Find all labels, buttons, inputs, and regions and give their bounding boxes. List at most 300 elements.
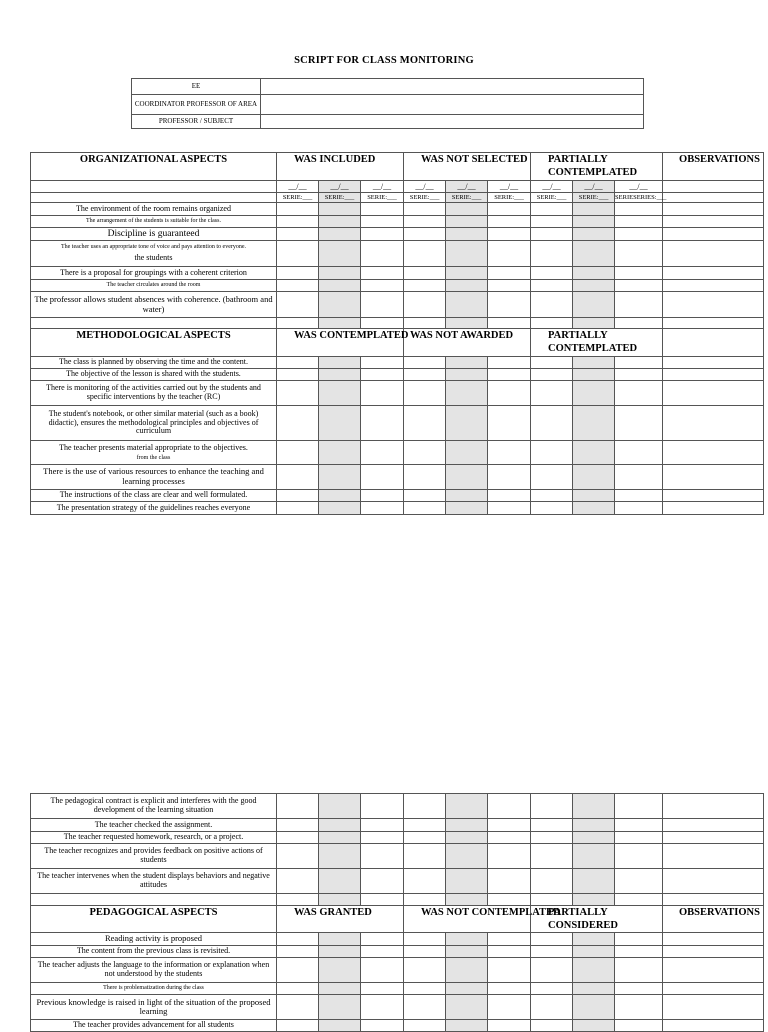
mark-cell[interactable] [319, 267, 361, 280]
mark-cell[interactable] [277, 381, 319, 406]
mark-cell[interactable] [615, 794, 663, 819]
observation-cell[interactable] [663, 465, 764, 490]
mark-cell[interactable] [615, 318, 663, 329]
mark-cell[interactable] [531, 819, 573, 832]
mark-cell[interactable] [531, 280, 573, 292]
mark-cell[interactable] [319, 318, 361, 329]
mark-cell[interactable] [319, 995, 361, 1020]
date-placeholder[interactable]: __/__ [573, 181, 615, 193]
observation-cell[interactable] [663, 381, 764, 406]
mark-cell[interactable] [573, 228, 615, 241]
observation-cell[interactable] [663, 869, 764, 894]
mark-cell[interactable] [319, 465, 361, 490]
observation-cell[interactable] [663, 216, 764, 228]
mark-cell[interactable] [319, 369, 361, 381]
mark-cell[interactable] [277, 406, 319, 441]
mark-cell[interactable] [277, 465, 319, 490]
mark-cell[interactable] [319, 228, 361, 241]
mark-cell[interactable] [404, 869, 446, 894]
mark-cell[interactable] [573, 241, 615, 267]
mark-cell[interactable] [404, 1020, 446, 1032]
mark-cell[interactable] [361, 267, 404, 280]
field-value-coordinator[interactable] [261, 95, 644, 115]
mark-cell[interactable] [531, 958, 573, 983]
observation-cell[interactable] [663, 946, 764, 958]
mark-cell[interactable] [277, 869, 319, 894]
mark-cell[interactable] [404, 280, 446, 292]
observation-cell[interactable] [663, 832, 764, 844]
mark-cell[interactable] [573, 869, 615, 894]
mark-cell[interactable] [446, 357, 488, 369]
mark-cell[interactable] [573, 465, 615, 490]
mark-cell[interactable] [446, 794, 488, 819]
mark-cell[interactable] [446, 241, 488, 267]
mark-cell[interactable] [615, 280, 663, 292]
mark-cell[interactable] [488, 490, 531, 502]
mark-cell[interactable] [319, 869, 361, 894]
mark-cell[interactable] [531, 894, 573, 906]
mark-cell[interactable] [361, 894, 404, 906]
mark-cell[interactable] [488, 794, 531, 819]
mark-cell[interactable] [277, 894, 319, 906]
mark-cell[interactable] [531, 1020, 573, 1032]
mark-cell[interactable] [404, 267, 446, 280]
mark-cell[interactable] [404, 441, 446, 465]
mark-cell[interactable] [531, 490, 573, 502]
mark-cell[interactable] [446, 216, 488, 228]
mark-cell[interactable] [277, 490, 319, 502]
mark-cell[interactable] [446, 441, 488, 465]
mark-cell[interactable] [361, 983, 404, 995]
mark-cell[interactable] [361, 995, 404, 1020]
mark-cell[interactable] [531, 406, 573, 441]
mark-cell[interactable] [446, 490, 488, 502]
mark-cell[interactable] [531, 369, 573, 381]
mark-cell[interactable] [277, 441, 319, 465]
mark-cell[interactable] [361, 794, 404, 819]
observation-cell[interactable] [663, 995, 764, 1020]
observation-cell[interactable] [663, 406, 764, 441]
serie-label[interactable]: SERIE:___ [446, 193, 488, 203]
mark-cell[interactable] [488, 203, 531, 216]
mark-cell[interactable] [531, 995, 573, 1020]
observation-cell[interactable] [663, 894, 764, 906]
mark-cell[interactable] [404, 933, 446, 946]
mark-cell[interactable] [319, 946, 361, 958]
mark-cell[interactable] [361, 203, 404, 216]
mark-cell[interactable] [404, 983, 446, 995]
serie-label[interactable]: SERIE:___ [404, 193, 446, 203]
mark-cell[interactable] [277, 318, 319, 329]
mark-cell[interactable] [277, 794, 319, 819]
mark-cell[interactable] [488, 995, 531, 1020]
mark-cell[interactable] [277, 267, 319, 280]
mark-cell[interactable] [361, 502, 404, 515]
mark-cell[interactable] [573, 267, 615, 280]
mark-cell[interactable] [404, 369, 446, 381]
mark-cell[interactable] [488, 832, 531, 844]
mark-cell[interactable] [531, 267, 573, 280]
mark-cell[interactable] [615, 406, 663, 441]
mark-cell[interactable] [446, 267, 488, 280]
mark-cell[interactable] [446, 894, 488, 906]
mark-cell[interactable] [573, 216, 615, 228]
serie-label[interactable]: SERIE:___ [277, 193, 319, 203]
mark-cell[interactable] [488, 318, 531, 329]
mark-cell[interactable] [319, 406, 361, 441]
mark-cell[interactable] [277, 241, 319, 267]
serie-label[interactable]: SERIE:___ [488, 193, 531, 203]
mark-cell[interactable] [404, 216, 446, 228]
mark-cell[interactable] [361, 228, 404, 241]
observation-cell[interactable] [663, 819, 764, 832]
mark-cell[interactable] [446, 318, 488, 329]
mark-cell[interactable] [361, 490, 404, 502]
mark-cell[interactable] [615, 844, 663, 869]
mark-cell[interactable] [531, 983, 573, 995]
mark-cell[interactable] [277, 844, 319, 869]
mark-cell[interactable] [446, 502, 488, 515]
mark-cell[interactable] [361, 958, 404, 983]
mark-cell[interactable] [319, 502, 361, 515]
mark-cell[interactable] [361, 946, 404, 958]
mark-cell[interactable] [615, 933, 663, 946]
observation-cell[interactable] [663, 490, 764, 502]
mark-cell[interactable] [404, 490, 446, 502]
mark-cell[interactable] [573, 933, 615, 946]
mark-cell[interactable] [573, 983, 615, 995]
mark-cell[interactable] [488, 381, 531, 406]
mark-cell[interactable] [404, 894, 446, 906]
mark-cell[interactable] [446, 869, 488, 894]
mark-cell[interactable] [488, 357, 531, 369]
mark-cell[interactable] [319, 1020, 361, 1032]
mark-cell[interactable] [361, 357, 404, 369]
observation-cell[interactable] [663, 502, 764, 515]
mark-cell[interactable] [446, 1020, 488, 1032]
mark-cell[interactable] [573, 406, 615, 441]
mark-cell[interactable] [573, 280, 615, 292]
mark-cell[interactable] [488, 502, 531, 515]
mark-cell[interactable] [361, 933, 404, 946]
mark-cell[interactable] [319, 819, 361, 832]
mark-cell[interactable] [615, 958, 663, 983]
mark-cell[interactable] [446, 819, 488, 832]
mark-cell[interactable] [615, 216, 663, 228]
mark-cell[interactable] [404, 381, 446, 406]
mark-cell[interactable] [319, 216, 361, 228]
mark-cell[interactable] [277, 369, 319, 381]
mark-cell[interactable] [446, 406, 488, 441]
mark-cell[interactable] [277, 228, 319, 241]
mark-cell[interactable] [361, 318, 404, 329]
mark-cell[interactable] [615, 241, 663, 267]
mark-cell[interactable] [531, 381, 573, 406]
mark-cell[interactable] [531, 357, 573, 369]
mark-cell[interactable] [488, 933, 531, 946]
mark-cell[interactable] [277, 933, 319, 946]
observation-cell[interactable] [663, 318, 764, 329]
mark-cell[interactable] [531, 228, 573, 241]
mark-cell[interactable] [404, 995, 446, 1020]
mark-cell[interactable] [615, 357, 663, 369]
mark-cell[interactable] [404, 292, 446, 318]
mark-cell[interactable] [488, 465, 531, 490]
mark-cell[interactable] [488, 844, 531, 869]
mark-cell[interactable] [488, 280, 531, 292]
mark-cell[interactable] [531, 292, 573, 318]
observation-cell[interactable] [663, 228, 764, 241]
mark-cell[interactable] [361, 844, 404, 869]
mark-cell[interactable] [404, 819, 446, 832]
mark-cell[interactable] [446, 946, 488, 958]
observation-cell[interactable] [663, 1020, 764, 1032]
mark-cell[interactable] [319, 241, 361, 267]
mark-cell[interactable] [488, 1020, 531, 1032]
date-placeholder[interactable]: __/__ [319, 181, 361, 193]
mark-cell[interactable] [531, 465, 573, 490]
mark-cell[interactable] [573, 502, 615, 515]
mark-cell[interactable] [319, 381, 361, 406]
serie-label[interactable]: SERIE:___ [319, 193, 361, 203]
mark-cell[interactable] [531, 832, 573, 844]
mark-cell[interactable] [531, 241, 573, 267]
mark-cell[interactable] [615, 490, 663, 502]
mark-cell[interactable] [615, 983, 663, 995]
mark-cell[interactable] [615, 869, 663, 894]
mark-cell[interactable] [446, 203, 488, 216]
date-placeholder[interactable]: __/__ [404, 181, 446, 193]
mark-cell[interactable] [404, 318, 446, 329]
mark-cell[interactable] [361, 241, 404, 267]
mark-cell[interactable] [277, 958, 319, 983]
mark-cell[interactable] [319, 832, 361, 844]
mark-cell[interactable] [446, 280, 488, 292]
mark-cell[interactable] [277, 280, 319, 292]
mark-cell[interactable] [488, 241, 531, 267]
mark-cell[interactable] [446, 381, 488, 406]
mark-cell[interactable] [277, 995, 319, 1020]
mark-cell[interactable] [573, 832, 615, 844]
mark-cell[interactable] [446, 832, 488, 844]
mark-cell[interactable] [446, 369, 488, 381]
mark-cell[interactable] [615, 369, 663, 381]
mark-cell[interactable] [404, 502, 446, 515]
mark-cell[interactable] [488, 869, 531, 894]
mark-cell[interactable] [488, 958, 531, 983]
mark-cell[interactable] [573, 958, 615, 983]
mark-cell[interactable] [531, 933, 573, 946]
date-placeholder[interactable]: __/__ [531, 181, 573, 193]
mark-cell[interactable] [319, 357, 361, 369]
mark-cell[interactable] [319, 983, 361, 995]
mark-cell[interactable] [573, 794, 615, 819]
observation-cell[interactable] [663, 267, 764, 280]
mark-cell[interactable] [615, 381, 663, 406]
mark-cell[interactable] [404, 794, 446, 819]
mark-cell[interactable] [615, 832, 663, 844]
mark-cell[interactable] [277, 832, 319, 844]
mark-cell[interactable] [488, 228, 531, 241]
mark-cell[interactable] [615, 228, 663, 241]
mark-cell[interactable] [488, 819, 531, 832]
mark-cell[interactable] [615, 946, 663, 958]
mark-cell[interactable] [488, 369, 531, 381]
serie-label[interactable]: SERIE:___ [531, 193, 573, 203]
mark-cell[interactable] [488, 441, 531, 465]
field-value-ee[interactable] [261, 79, 644, 95]
mark-cell[interactable] [361, 441, 404, 465]
mark-cell[interactable] [361, 465, 404, 490]
mark-cell[interactable] [446, 228, 488, 241]
mark-cell[interactable] [573, 318, 615, 329]
mark-cell[interactable] [573, 441, 615, 465]
mark-cell[interactable] [404, 844, 446, 869]
mark-cell[interactable] [446, 933, 488, 946]
mark-cell[interactable] [531, 216, 573, 228]
mark-cell[interactable] [446, 465, 488, 490]
observation-cell[interactable] [663, 794, 764, 819]
date-placeholder[interactable]: __/__ [488, 181, 531, 193]
mark-cell[interactable] [277, 946, 319, 958]
date-placeholder[interactable]: __/__ [615, 181, 663, 193]
observation-cell[interactable] [663, 958, 764, 983]
mark-cell[interactable] [361, 832, 404, 844]
mark-cell[interactable] [573, 357, 615, 369]
date-placeholder[interactable]: __/__ [361, 181, 404, 193]
mark-cell[interactable] [573, 946, 615, 958]
mark-cell[interactable] [573, 381, 615, 406]
mark-cell[interactable] [488, 292, 531, 318]
observation-cell[interactable] [663, 203, 764, 216]
date-placeholder[interactable]: __/__ [446, 181, 488, 193]
mark-cell[interactable] [361, 869, 404, 894]
mark-cell[interactable] [404, 228, 446, 241]
mark-cell[interactable] [404, 203, 446, 216]
mark-cell[interactable] [488, 267, 531, 280]
mark-cell[interactable] [361, 280, 404, 292]
observation-cell[interactable] [663, 369, 764, 381]
mark-cell[interactable] [446, 844, 488, 869]
mark-cell[interactable] [488, 216, 531, 228]
observation-cell[interactable] [663, 357, 764, 369]
mark-cell[interactable] [615, 502, 663, 515]
mark-cell[interactable] [615, 465, 663, 490]
mark-cell[interactable] [573, 1020, 615, 1032]
observation-cell[interactable] [663, 292, 764, 318]
mark-cell[interactable] [446, 958, 488, 983]
mark-cell[interactable] [573, 203, 615, 216]
mark-cell[interactable] [277, 216, 319, 228]
mark-cell[interactable] [531, 844, 573, 869]
observation-cell[interactable] [663, 844, 764, 869]
mark-cell[interactable] [531, 869, 573, 894]
mark-cell[interactable] [488, 983, 531, 995]
mark-cell[interactable] [319, 958, 361, 983]
mark-cell[interactable] [615, 1020, 663, 1032]
field-value-professor-subject[interactable] [261, 115, 644, 129]
mark-cell[interactable] [615, 441, 663, 465]
mark-cell[interactable] [446, 983, 488, 995]
serie-label[interactable]: SERIESERIES:___ [615, 193, 667, 201]
mark-cell[interactable] [573, 844, 615, 869]
mark-cell[interactable] [277, 502, 319, 515]
mark-cell[interactable] [319, 292, 361, 318]
observation-cell[interactable] [663, 441, 764, 465]
mark-cell[interactable] [531, 441, 573, 465]
mark-cell[interactable] [361, 1020, 404, 1032]
mark-cell[interactable] [615, 819, 663, 832]
mark-cell[interactable] [531, 502, 573, 515]
mark-cell[interactable] [361, 406, 404, 441]
mark-cell[interactable] [361, 369, 404, 381]
observation-cell[interactable] [663, 933, 764, 946]
mark-cell[interactable] [404, 946, 446, 958]
mark-cell[interactable] [277, 1020, 319, 1032]
mark-cell[interactable] [531, 946, 573, 958]
mark-cell[interactable] [615, 995, 663, 1020]
mark-cell[interactable] [573, 894, 615, 906]
mark-cell[interactable] [404, 406, 446, 441]
mark-cell[interactable] [573, 490, 615, 502]
mark-cell[interactable] [277, 203, 319, 216]
mark-cell[interactable] [615, 203, 663, 216]
mark-cell[interactable] [277, 983, 319, 995]
mark-cell[interactable] [319, 280, 361, 292]
mark-cell[interactable] [404, 958, 446, 983]
mark-cell[interactable] [531, 318, 573, 329]
mark-cell[interactable] [446, 995, 488, 1020]
mark-cell[interactable] [361, 292, 404, 318]
mark-cell[interactable] [361, 216, 404, 228]
mark-cell[interactable] [404, 357, 446, 369]
date-placeholder[interactable]: __/__ [277, 181, 319, 193]
mark-cell[interactable] [573, 369, 615, 381]
mark-cell[interactable] [488, 894, 531, 906]
mark-cell[interactable] [446, 292, 488, 318]
mark-cell[interactable] [319, 894, 361, 906]
mark-cell[interactable] [319, 794, 361, 819]
mark-cell[interactable] [615, 292, 663, 318]
mark-cell[interactable] [404, 465, 446, 490]
mark-cell[interactable] [319, 441, 361, 465]
mark-cell[interactable] [277, 357, 319, 369]
observation-cell[interactable] [663, 983, 764, 995]
mark-cell[interactable] [319, 844, 361, 869]
mark-cell[interactable] [319, 933, 361, 946]
serie-label[interactable]: SERIE:___ [361, 193, 404, 203]
mark-cell[interactable] [488, 946, 531, 958]
mark-cell[interactable] [277, 292, 319, 318]
mark-cell[interactable] [277, 819, 319, 832]
observation-cell[interactable] [663, 241, 764, 267]
mark-cell[interactable] [573, 292, 615, 318]
mark-cell[interactable] [615, 894, 663, 906]
serie-label[interactable]: SERIE:___ [573, 193, 615, 203]
mark-cell[interactable] [404, 832, 446, 844]
mark-cell[interactable] [361, 819, 404, 832]
mark-cell[interactable] [531, 794, 573, 819]
mark-cell[interactable] [404, 241, 446, 267]
mark-cell[interactable] [615, 267, 663, 280]
mark-cell[interactable] [319, 490, 361, 502]
mark-cell[interactable] [573, 819, 615, 832]
mark-cell[interactable] [531, 203, 573, 216]
mark-cell[interactable] [361, 381, 404, 406]
mark-cell[interactable] [573, 995, 615, 1020]
mark-cell[interactable] [319, 203, 361, 216]
mark-cell[interactable] [488, 406, 531, 441]
